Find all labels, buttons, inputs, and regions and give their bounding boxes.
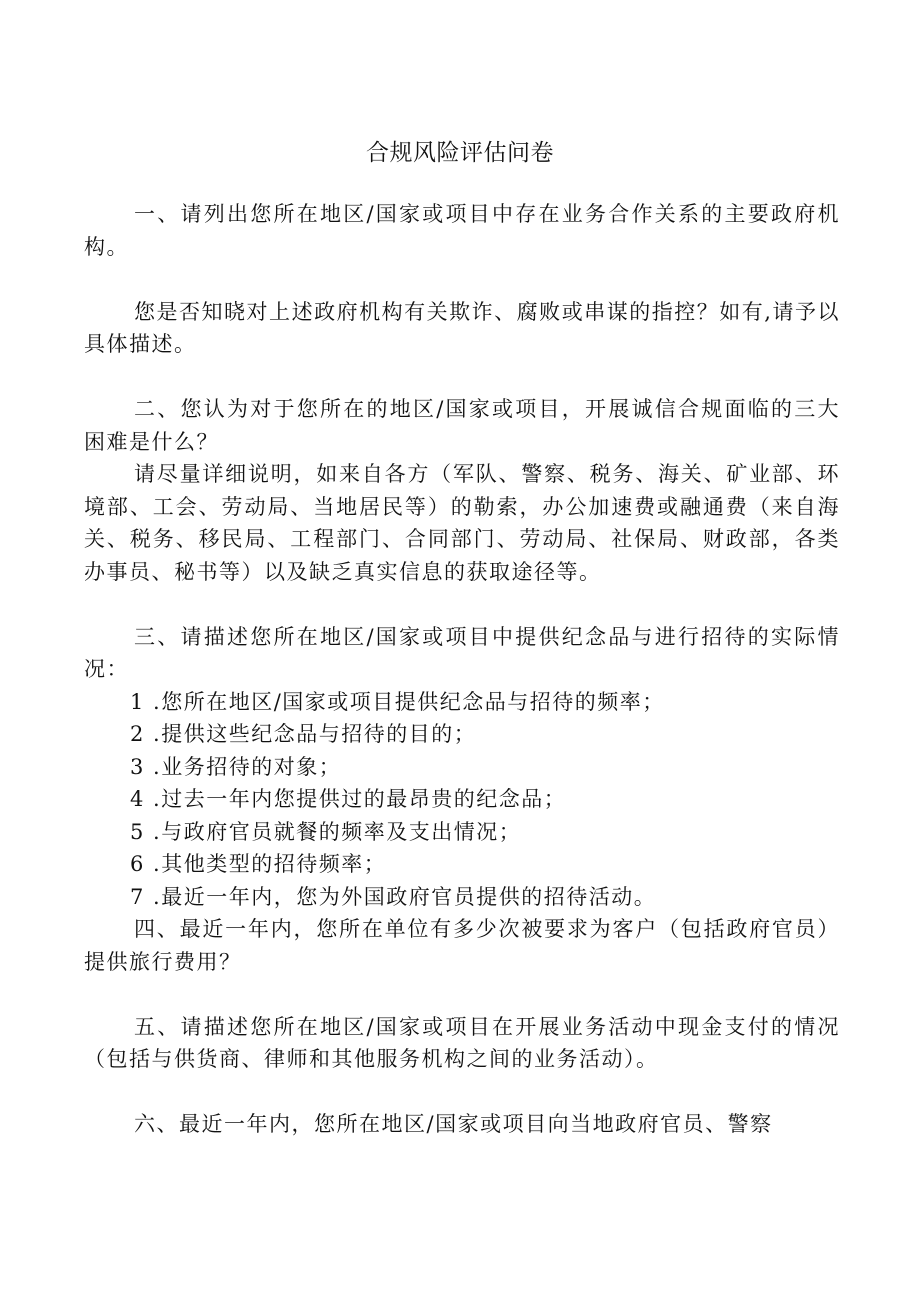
question-6: 六、最近一年内，您所在地区/国家或项目向当地政府官员、警察 (134, 1112, 773, 1136)
document-title: 合规风险评估问卷 (366, 140, 554, 166)
question-2: 二、您认为对于您所在的地区/国家或项目，开展诚信合规面临的三大困难是什么？ (84, 397, 840, 454)
question-3-item: 1 .您所在地区/国家或项目提供纪念品与招待的频率； (130, 689, 665, 714)
question-3-item: 5 .与政府官员就餐的频率及支出情况； (130, 819, 522, 844)
question-4: 四、最近一年内，您所在单位有多少次被要求为客户（包括政府官员）提供旅行费用？ (84, 917, 840, 974)
question-3-item: 6 .其他类型的招待频率； (130, 852, 387, 876)
question-3-item: 3 .业务招待的对象； (130, 754, 342, 779)
question-3: 三、请描述您所在地区/国家或项目中提供纪念品与进行招待的实际情况： (84, 624, 840, 681)
document-body (84, 198, 840, 1141)
question-3-item: 2 .提供这些纪念品与招待的目的； (130, 722, 477, 746)
question-3-item: 4 .过去一年内您提供过的最昂贵的纪念品； (130, 787, 567, 811)
question-3-item: 7 .最近一年内，您为外国政府官员提供的招待活动。 (130, 884, 657, 909)
question-2-detail: 请尽量详细说明，如来自各方（军队、警察、税务、海关、矿业部、环境部、工会、劳动局、当地居民等）的勒索，办公加速费或融通费（来自海关、税务、移民局、工程部门、合同部门、劳动局、社保局、财政部，各类办事员、秘书等）以及缺乏真实信息的获取途径等。 (84, 462, 840, 584)
question-1-followup: 您是否知晓对上述政府机构有关欺诈、腐败或串谋的指控？如有,请予以具体描述。 (84, 299, 840, 356)
question-5: 五、请描述您所在地区/国家或项目在开展业务活动中现金支付的情况（包括与供货商、律师和其他服务机构之间的业务活动）。 (84, 1014, 840, 1071)
question-1: 一、请列出您所在地区/国家或项目中存在业务合作关系的主要政府机构。 (84, 202, 840, 259)
